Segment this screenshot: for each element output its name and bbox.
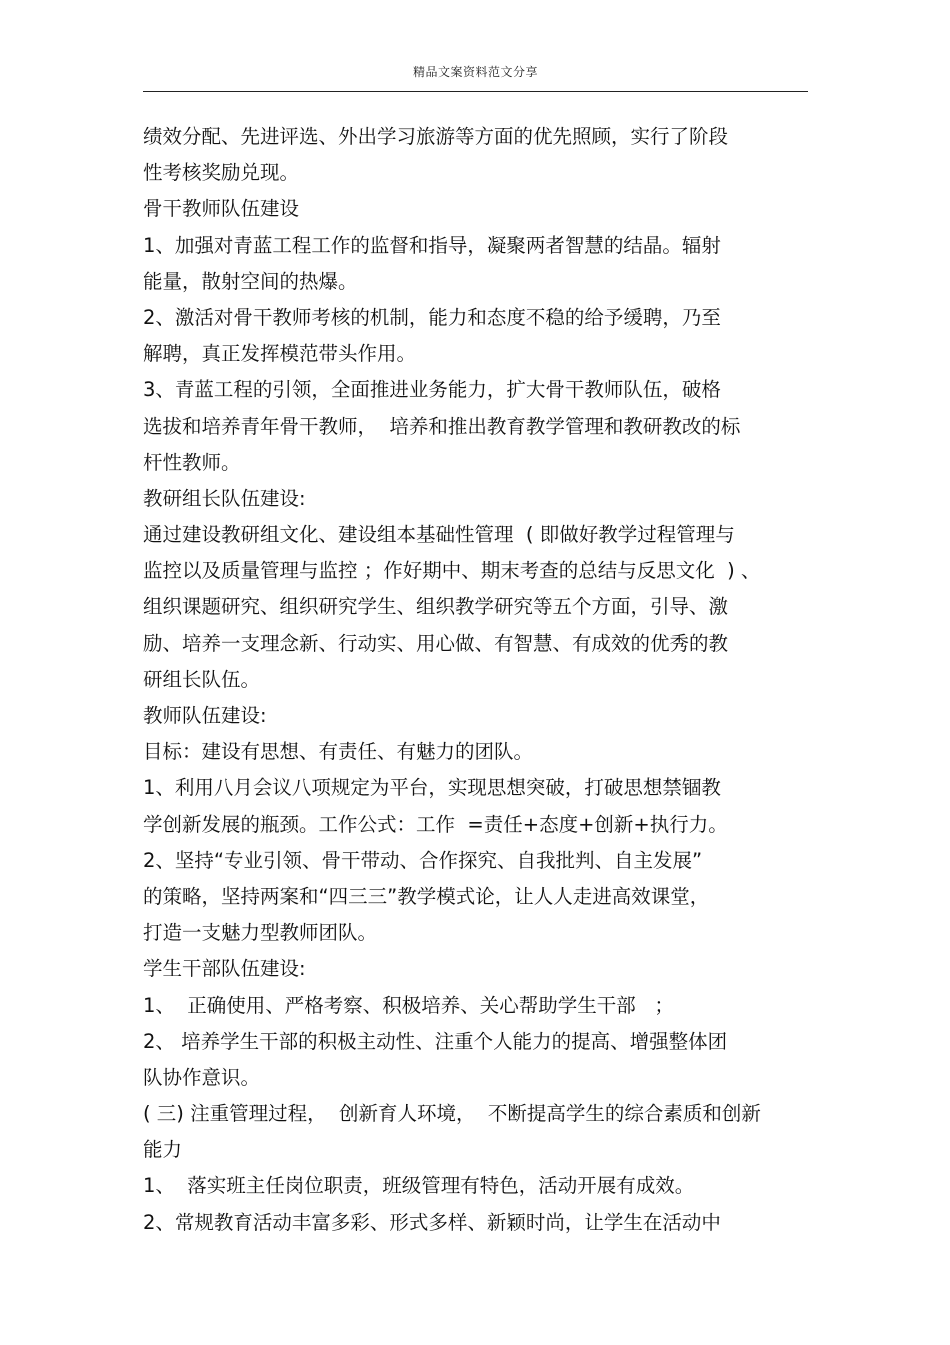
text-line: 通过建设教研组文化、建设组本基础性管理 ( 即做好教学过程管理与 — [143, 523, 735, 547]
header-divider — [143, 91, 808, 92]
page-header-title: 精品文案资料范文分享 — [412, 65, 538, 79]
section-heading: 教师队伍建设: — [143, 704, 267, 727]
text-line: 研组长队伍。 — [143, 667, 261, 691]
text-line: 2、 培养学生干部的积极主动性、注重个人能力的提高、增强整体团 — [143, 1029, 728, 1053]
text-line: 解聘，真正发挥模范带头作用。 — [143, 342, 417, 366]
text-line: 的策略，坚持两案和“四三三”教学模式论，让人人走进高效课堂， — [143, 884, 710, 908]
text-line: 学创新发展的瓶颈。工作公式：工作 =责任+态度+创新+执行力。 — [143, 812, 728, 836]
text-line: 杆性教师。 — [143, 450, 241, 474]
text-line: 打造一支魅力型教师团队。 — [143, 921, 378, 945]
text-line: 绩效分配、先进评选、外出学习旅游等方面的优先照顾，实行了阶段 — [143, 125, 729, 148]
section-heading: ( 三) 注重管理过程， 创新育人环境， 不断提高学生的综合素质和创新 — [143, 1102, 761, 1126]
text-line: 励、培养一支理念新、行动实、用心做、有智慧、有成效的优秀的教 — [143, 631, 729, 655]
text-line: 3、青蓝工程的引领，全面推进业务能力，扩大骨干教师队伍，破格 — [143, 378, 721, 402]
text-line: 能量，散射空间的热爆。 — [143, 269, 358, 293]
text-line: 队协作意识。 — [143, 1065, 261, 1089]
text-line: 性考核奖励兑现。 — [143, 161, 300, 185]
text-line: 2、坚持“专业引领、骨干带动、合作探究、自我批判、自主发展” — [143, 848, 703, 872]
section-heading: 骨干教师队伍建设 — [143, 197, 300, 221]
text-line: 2、激活对骨干教师考核的机制，能力和态度不稳的给予缓聘，乃至 — [143, 305, 721, 329]
text-line: 2、常规教育活动丰富多彩、形式多样、新颖时尚，让学生在活动中 — [143, 1210, 721, 1234]
text-line: 组织课题研究、组织研究学生、组织教学研究等五个方面，引导、激 — [143, 595, 729, 619]
text-line: 目标：建设有思想、有责任、有魅力的团队。 — [143, 740, 534, 764]
section-heading: 教研组长队伍建设: — [143, 486, 306, 510]
text-line: 监控以及质量管理与监控 ；作好期中、期末考查的总结与反思文化 ) 、 — [143, 559, 761, 583]
text-line: 1、 落实班主任岗位职责，班级管理有特色，活动开展有成效。 — [143, 1174, 695, 1198]
document-body — [143, 119, 823, 1241]
text-line: 选拔和培养青年骨干教师， 培养和推出教育教学管理和教研教改的标 — [143, 414, 741, 438]
text-line: 能力 — [143, 1138, 183, 1162]
text-line: 1、 正确使用、严格考察、积极培养、关心帮助学生干部 ； — [143, 993, 674, 1017]
text-line: 1、加强对青蓝工程工作的监督和指导，凝聚两者智慧的结晶。辐射 — [143, 233, 721, 257]
text-line: 1、利用八月会议八项规定为平台，实现思想突破，打破思想禁锢教 — [143, 776, 721, 800]
section-heading: 学生干部队伍建设: — [143, 957, 306, 981]
